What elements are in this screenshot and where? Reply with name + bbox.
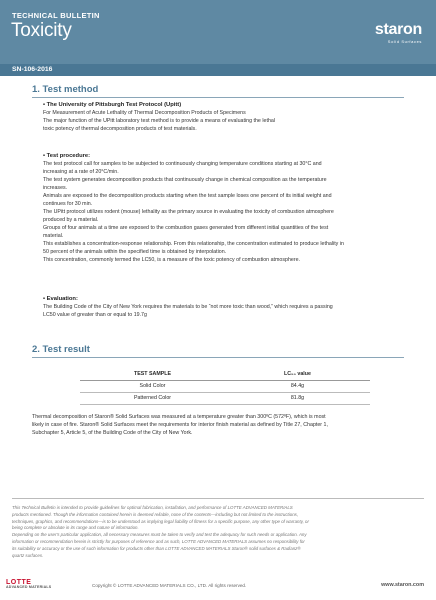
document-id: SN-106-2016 bbox=[12, 66, 53, 73]
website-link[interactable]: www.staron.com bbox=[381, 582, 424, 588]
procedure-block bbox=[43, 152, 405, 264]
column-header-lc50: LC₅₀ value bbox=[225, 368, 370, 380]
evaluation-block bbox=[43, 295, 405, 319]
procedure-line: The test protocol call for samples to be subjected to continuously changing temperature conditions starting at 30°C and bbox=[43, 161, 322, 167]
disclaimer-line: Depending on the user's particular application, all necessary measures must be taken to verify and test the adequacy for such needs or application. Any bbox=[12, 532, 307, 538]
result-text-block bbox=[32, 413, 407, 437]
procedure-line: increases. bbox=[43, 185, 68, 191]
result-line: Subchapter 5, Article 5, of the Building Code of the City of New York. bbox=[32, 430, 193, 436]
table-header-row bbox=[80, 368, 370, 380]
procedure-heading: • Test procedure: bbox=[43, 153, 91, 159]
result-line: likely in case of fire. Staron® Solid Surfaces meet the requirements for interior finish material as defined by Title 27, Chapter 1, bbox=[32, 422, 328, 428]
lc50-cell: 84.4g bbox=[225, 380, 370, 392]
disclaimer-line: products mentioned. Though the information contained herein is deemed reliable, none of the contents—including but not limited to the instructions, bbox=[12, 511, 299, 517]
upitt-heading: • The University of Pittsburgh Test Protocol (Upitt) bbox=[43, 102, 182, 108]
results-table bbox=[80, 368, 370, 405]
disclaimer-line: being complete or absolute in its range and nature of information. bbox=[12, 525, 139, 531]
procedure-line: material. bbox=[43, 233, 64, 239]
logo-tagline: Solid Surfaces bbox=[387, 39, 422, 44]
procedure-line: increasing at a rate of 20°C/min. bbox=[43, 169, 119, 175]
table-row bbox=[80, 392, 370, 404]
section-title-test-method: 1. Test method bbox=[32, 84, 99, 95]
evaluation-line: LC50 value of greater than or equal to 19.7g bbox=[43, 312, 147, 318]
bulletin-label: TECHNICAL BULLETIN bbox=[12, 11, 100, 20]
procedure-line: 50 percent of the animals within the specified time is obtained by interpolation. bbox=[43, 249, 227, 255]
result-line: Thermal decomposition of Staron® Solid Surfaces was measured at a temperature greater than 300ºC (572ºF), which is most bbox=[32, 414, 326, 420]
procedure-line: The UPitt protocol utilizes rodent (mouse) lethality as the primary source in evaluating the toxicity of combustion atmosphere bbox=[43, 209, 334, 215]
doc-id-band bbox=[0, 64, 436, 76]
upitt-line: The major function of the UPitt laboratory test method is to provide a means of evaluating the lethal bbox=[43, 118, 276, 124]
procedure-line: This establishes a concentration-response relationship. From this relationship, the concentration estimated to produce lethality in bbox=[43, 241, 344, 247]
upitt-line: For Measurement of Acute Lethality of Thermal Decomposition Products of Specimens bbox=[43, 110, 246, 116]
disclaimer-line: This Technical Bulletin is intended to provide guidelines for optimal fabrication, installation, and performance of LOTTE ADVANCED MATERIALS bbox=[12, 505, 293, 510]
procedure-line: produced by a material. bbox=[43, 217, 99, 223]
logo-wordmark: staron bbox=[374, 21, 422, 38]
procedure-line: continues for 30 min. bbox=[43, 201, 93, 207]
sample-cell: Patterned Color bbox=[80, 392, 225, 404]
evaluation-heading: • Evaluation: bbox=[43, 296, 78, 302]
staron-logo bbox=[375, 22, 422, 44]
page-title: Toxicity bbox=[11, 20, 72, 41]
lotte-tagline: ADVANCED MATERIALS bbox=[6, 585, 52, 589]
table-row bbox=[80, 380, 370, 392]
footer-divider bbox=[12, 498, 424, 499]
sample-cell: Solid Color bbox=[80, 380, 225, 392]
section-title-test-result: 2. Test result bbox=[32, 344, 90, 355]
lc50-cell: 81.8g bbox=[225, 392, 370, 404]
disclaimer-line: information or recommendation herein is strictly for purposes of reference and as such, LOTTE ADVANCED MATERIALS assumes no responsibility for bbox=[12, 538, 305, 544]
copyright-text: Copyright © LOTTE ADVANCED MATERIALS CO., LTD. All rights reserved. bbox=[92, 583, 247, 588]
disclaimer-line: techniques, graphics, and recommendations—is to be understood as implying legal liability of fitness for a specific purpose, any other type of warranty, or bbox=[12, 518, 309, 524]
disclaimer-line: quartz surfaces. bbox=[12, 552, 44, 558]
lotte-logo bbox=[6, 579, 51, 590]
column-header-sample: TEST SAMPLE bbox=[80, 368, 225, 380]
procedure-line: Groups of four animals at a time are exposed to the combustion gases generated from different initial quantities of the test bbox=[43, 225, 329, 231]
disclaimer bbox=[12, 505, 424, 559]
lotte-wordmark: LOTTE bbox=[6, 579, 32, 586]
procedure-line: The test system generates decomposition products that continuously change in chemical composition as the temperature bbox=[43, 177, 327, 183]
upitt-line: toxic potency of thermal decomposition products of test materials. bbox=[43, 126, 197, 132]
evaluation-line: The Building Code of the City of New York requires the materials to be “not more toxic than wood,” which requires a passing bbox=[43, 304, 333, 310]
section-divider bbox=[32, 97, 404, 98]
upitt-block bbox=[43, 101, 405, 133]
disclaimer-line: its suitability or accuracy or the use of such information for products other than LOTTE ADVANCED MATERIALS Staron® solid surfaces & Radianz® bbox=[12, 545, 301, 551]
procedure-line: This concentration, commonly termed the LC50, is a measure of the toxic potency of combustion atmosphere. bbox=[43, 257, 301, 263]
procedure-line: Animals are exposed to the decomposition products starting when the test sample loses one percent of its initial weight and bbox=[43, 193, 332, 199]
section-divider bbox=[32, 357, 404, 358]
